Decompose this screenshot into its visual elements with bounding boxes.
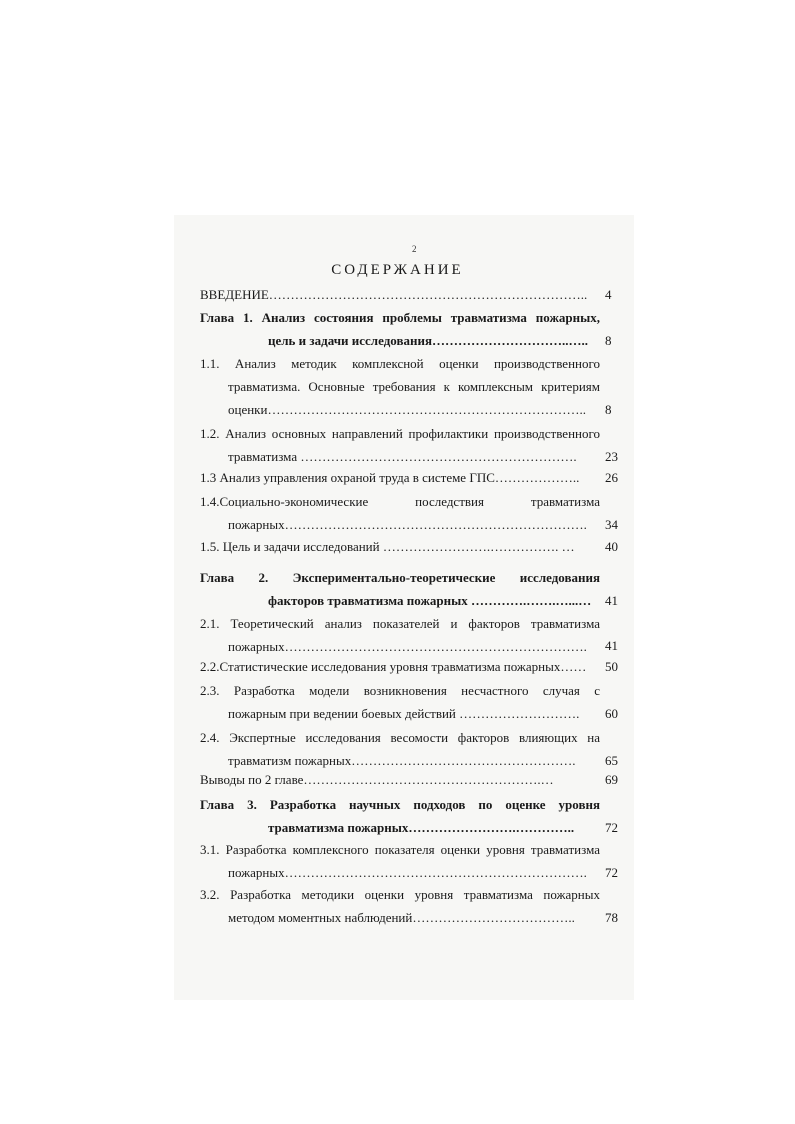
toc-entry-1-2 [200, 422, 600, 468]
toc-page-number: 26 [605, 470, 618, 485]
toc-entry-text: пожарных……………………………………………………………. [228, 639, 587, 654]
toc-entry-chapter-2 [200, 566, 600, 612]
toc-page-number: 23 [605, 449, 618, 464]
toc-entry-text: Выводы по 2 главе……………………………………………….… [200, 772, 554, 787]
page-title: СОДЕРЖАНИЕ [331, 262, 464, 278]
toc-entry-text: 1.5. Цель и задачи исследований …………………….……………. … [200, 539, 575, 554]
toc-entry-text: 1.3 Анализ управления охраной труда в системе ГПС……………….. [200, 470, 580, 485]
toc-page-number: 60 [605, 706, 618, 721]
toc-page-number: 40 [605, 539, 618, 554]
toc-entry-chapter-3 [200, 793, 600, 839]
toc-entry-2-2 [200, 655, 600, 678]
toc-entry-1-1 [200, 352, 600, 421]
toc-entry-text: 2.4. Экспертные исследования весомости факторов влияющих на [200, 730, 600, 745]
toc-entry-1-5 [200, 535, 600, 558]
toc-entry-text: факторов травматизма пожарных ………….…….…...… [268, 593, 592, 608]
toc-entry-introduction [200, 283, 600, 306]
toc-entry-chapter-2-conclusions [200, 768, 600, 791]
toc-entry-2-1 [200, 612, 600, 658]
toc-entry-text: 1.2. Анализ основных направлений профилактики производственного [200, 426, 600, 441]
toc-page-number: 4 [605, 287, 612, 302]
toc-entry-text: пожарных……………………………………………………………. [228, 517, 587, 532]
toc-entry-text: 2.2.Статистические исследования уровня травматизма пожарных…… [200, 659, 587, 674]
toc-entry-text: 2.1. Теоретический анализ показателей и факторов травматизма [200, 616, 600, 631]
toc-entry-text: цель и задачи исследования…………………………..….. [268, 333, 588, 348]
toc-page-number: 78 [605, 910, 618, 925]
toc-entry-text: 1.1. Анализ методик комплексной оценки производственного [200, 356, 600, 371]
toc-page-number: 41 [605, 638, 618, 653]
toc-entry-text: оценки……………………………………………………………….. [228, 402, 586, 417]
toc-entry-text: травматизма пожарных…………………….………….. [268, 820, 575, 835]
toc-page-number: 69 [605, 772, 618, 787]
toc-entry-text: Глава 2. Экспериментально-теоретические исследования [200, 570, 600, 585]
toc-entry-text: травматизм пожарных……………………………………………. [228, 753, 576, 768]
toc-page-number: 50 [605, 659, 618, 674]
toc-entry-2-3 [200, 679, 600, 725]
toc-page-number: 72 [605, 820, 618, 835]
toc-entry-3-2 [200, 883, 600, 929]
toc-entry-text: 2.3. Разработка модели возникновения несчастного случая с [200, 683, 600, 698]
toc-page-number: 72 [605, 865, 618, 880]
toc-entry-text: пожарным при ведении боевых действий ………………………. [228, 706, 580, 721]
toc-entry-text: методом моментных наблюдений……………………………….. [228, 910, 575, 925]
toc-entry-3-1 [200, 838, 600, 884]
toc-entry-text: травматизма ………………………………………………………. [228, 449, 577, 464]
toc-page-number: 41 [605, 593, 618, 608]
toc-page-number: 65 [605, 753, 618, 768]
toc-page-number: 34 [605, 517, 618, 532]
toc-entry-2-4 [200, 726, 600, 772]
toc-entry-chapter-1 [200, 306, 600, 352]
toc-entry-text: травматизма. Основные требования к комплексным критериям [228, 379, 600, 394]
toc-page-number: 8 [605, 402, 612, 417]
toc-entry-text: пожарных……………………………………………………………. [228, 865, 587, 880]
toc-entry-1-4 [200, 490, 600, 536]
toc-entry-text: 1.4.Социально-экономические последствия травматизма [200, 494, 600, 509]
toc-entry-1-3 [200, 466, 600, 489]
toc-entry-text: ВВЕДЕНИЕ……………………………………………………………….. [200, 287, 588, 302]
toc-page-number: 8 [605, 333, 612, 348]
toc-entry-text: 3.1. Разработка комплексного показателя оценки уровня травматизма [200, 842, 600, 857]
toc-entry-text: 3.2. Разработка методики оценки уровня травматизма пожарных [200, 887, 600, 902]
toc-entry-text: Глава 3. Разработка научных подходов по оценке уровня [200, 797, 600, 812]
toc-entry-text: Глава 1. Анализ состояния проблемы травматизма пожарных, [200, 310, 600, 325]
page-number: 2 [412, 244, 417, 254]
